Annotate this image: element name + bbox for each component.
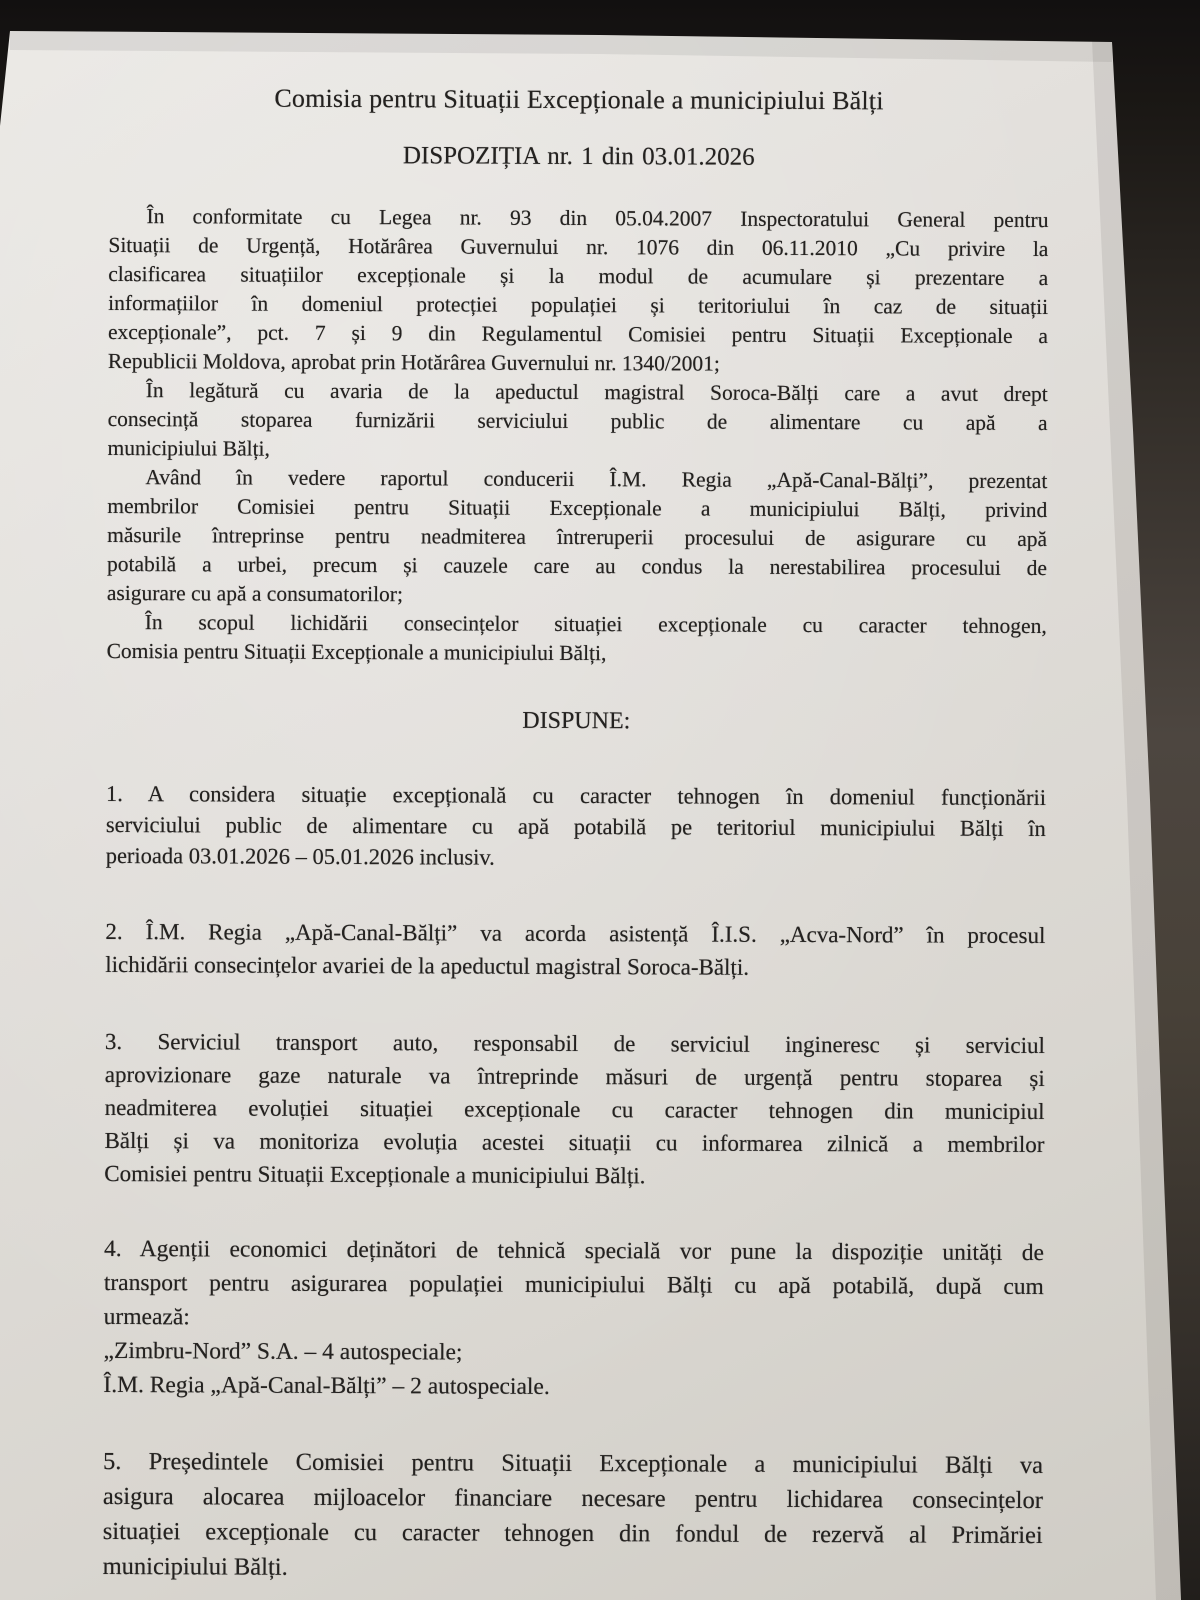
text-line: Comisia pentru Situații Excepționale a municipiului Bălți, <box>106 638 607 666</box>
text-line: În scopul lichidării consecințelor situației excepționale cu caracter tehnogen, <box>144 610 1047 639</box>
text-line: Bălți și va monitoriza evoluția acestei situații cu informarea zilnică a membrilor <box>104 1127 1045 1158</box>
disposition-number: DISPOZIȚIA nr. 1 din 03.01.2026 <box>402 142 755 171</box>
page-title: Comisia pentru Situații Excepționale a municipiului Bălți <box>274 83 884 116</box>
vehicle-allocation-line: „Zimbru-Nord” S.A. – 4 autospeciale; <box>103 1337 463 1366</box>
text-line: 2. Î.M. Regia „Apă-Canal-Bălți” va acorda asistență Î.I.S. „Acva-Nord” în procesul <box>105 918 1046 949</box>
preamble-paragraph <box>107 608 1047 670</box>
text-line: Republicii Moldova, aprobat prin Hotărârea Guvernului nr. 1340/2001; <box>107 348 720 376</box>
text-line: potabilă a urbei, precum și cauzele care au condus la nerestabilirea procesului de <box>106 551 1048 581</box>
text-line: Având în vedere raportul conducerii Î.M. Regia „Apă-Canal-Bălți”, prezentat <box>145 465 1048 494</box>
text-line: Situații de Urgență, Hotărârea Guvernului nr. 1076 din 06.11.2010 „Cu privire la <box>108 232 1049 262</box>
order-item-2 <box>105 915 1045 985</box>
text-line: măsurile întreprinse pentru neadmiterea întreruperii procesului de asigurare cu apă <box>107 522 1048 552</box>
text-line: municipiului Bălți, <box>107 435 270 461</box>
text-line: neadmiterea evoluției situației excepționale cu caracter tehnogen din municipiul <box>104 1094 1045 1125</box>
order-item-4 <box>103 1232 1044 1406</box>
text-line: În conformitate cu Legea nr. 93 din 05.04.2007 Inspectoratului General pentru <box>146 204 1049 233</box>
text-line: consecință stoparea furnizării serviciului public de alimentare cu apă a <box>107 406 1048 436</box>
text-line: serviciului public de alimentare cu apă potabilă pe teritoriul municipiului Bălți în <box>105 811 1046 842</box>
text-line: 1. A considera situație excepțională cu caracter tehnogen în domeniul funcționării <box>105 780 1047 811</box>
document-content <box>103 0 1050 1588</box>
text-line: lichidării consecințelor avariei de la apeductul magistral Soroca-Bălți. <box>105 951 750 980</box>
text-line: asigura alocarea mijloacelor financiare necesare pentru lichidarea consecințelor <box>102 1482 1043 1515</box>
text-line: informațiilor în domeniul protecției populației și teritoriului în caz de situații <box>108 290 1049 320</box>
text-line: aprovizionare gaze naturale va întreprinde măsuri de urgență pentru stoparea și <box>104 1061 1045 1092</box>
text-line: 4. Agenții economici deținători de tehnică specială vor pune la dispoziție unități de <box>103 1235 1045 1267</box>
text-line: clasificarea situațiilor excepționale și la modul de acumulare și prezentare a <box>108 261 1049 291</box>
preamble-paragraph <box>107 463 1048 612</box>
text-line: Comisiei pentru Situații Excepționale a municipiului Bălți. <box>104 1160 646 1189</box>
text-line: municipiului Bălți. <box>102 1552 288 1581</box>
order-item-5 <box>103 1444 1044 1588</box>
order-item-3 <box>104 1025 1045 1194</box>
text-line: membrilor Comisiei pentru Situații Excepționale a municipiului Bălți, privind <box>107 493 1048 523</box>
text-line: urmează: <box>103 1303 190 1331</box>
text-line: excepționale”, pct. 7 și 9 din Regulamentul Comisiei pentru Situații Excepționale a <box>107 319 1049 349</box>
vehicle-allocation-line: Î.M. Regia „Apă-Canal-Bălți” – 2 autospeciale. <box>103 1371 550 1400</box>
order-item-1 <box>106 778 1046 875</box>
text-line: 3. Serviciul transport auto, responsabil de serviciul ingineresc și serviciul <box>104 1028 1045 1059</box>
preamble-paragraph <box>107 376 1047 467</box>
preamble-paragraph <box>108 202 1049 380</box>
dispune-heading: DISPUNE: <box>522 707 631 735</box>
text-line: transport pentru asigurarea populației municipiului Bălți cu apă potabilă, după cum <box>103 1269 1044 1301</box>
text-line: 5. Președintele Comisiei pentru Situații Excepționale a municipiului Bălți va <box>103 1447 1044 1480</box>
text-line: situației excepționale cu caracter tehnogen din fondul de rezervă al Primăriei <box>102 1517 1043 1550</box>
text-line: În legătură cu avaria de la apeductul magistral Soroca-Bălți care a avut drept <box>145 378 1048 407</box>
text-line: asigurare cu apă a consumatorilor; <box>106 580 404 607</box>
text-line: perioada 03.01.2026 – 05.01.2026 inclusiv. <box>105 842 495 870</box>
